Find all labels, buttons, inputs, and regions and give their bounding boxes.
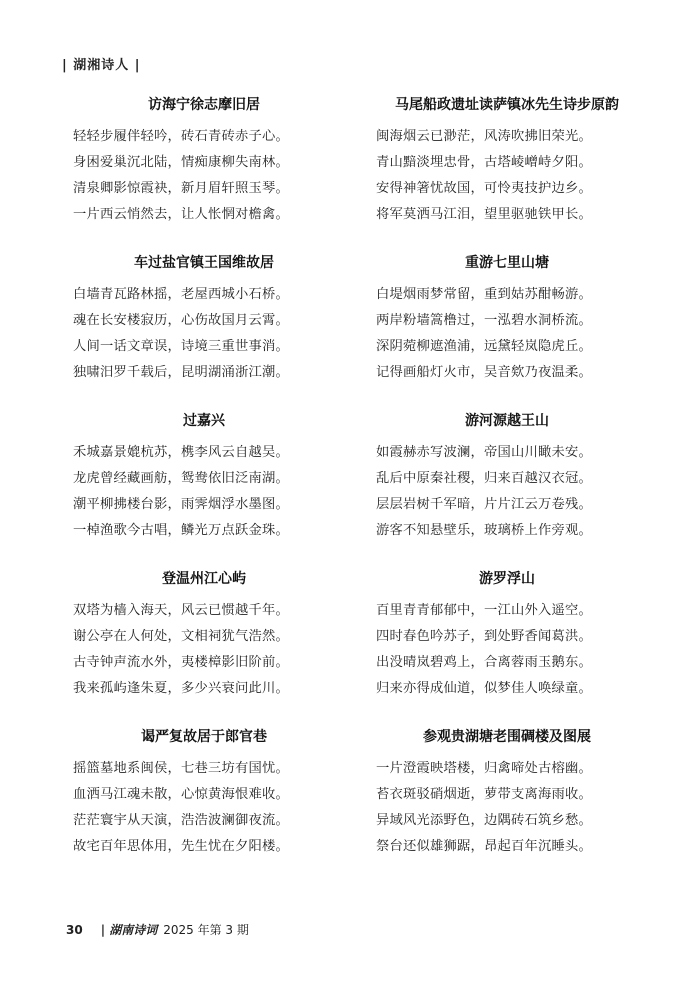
poem-line: 乱后中原秦社稷，归来百越汉衣冠。 [376, 471, 592, 486]
poem-title: 访海宁徐志摩旧居 [148, 97, 260, 113]
poem-line: 茫茫寰宇从天演，浩浩波澜御夜流。 [73, 813, 289, 828]
poem-line: 深阴菀柳遮渔浦，远黛轻岚隐虎丘。 [376, 339, 592, 354]
poem [73, 254, 335, 412]
page-number: 30 [66, 923, 83, 937]
poem [73, 96, 335, 254]
poem [376, 254, 638, 412]
poem [376, 96, 638, 254]
poem-title: 车过盐官镇王国维故居 [134, 255, 274, 271]
poem [73, 570, 335, 728]
poem-line: 清泉卿影惊霞袂，新月眉轩照玉琴。 [73, 181, 289, 196]
poem-line: 魂在长安楼寂历，心伤故国月云霄。 [73, 313, 289, 328]
poem-title: 马尾船政遗址读萨镇冰先生诗步原韵 [395, 97, 619, 113]
section-header: | 湖湘诗人 | [62, 58, 141, 73]
poem-line: 白堤烟雨梦常留，重到姑苏酣畅游。 [376, 287, 592, 302]
poem-title: 谒严复故居于郎官巷 [141, 729, 267, 745]
poem-title: 登温州江心屿 [162, 571, 246, 587]
poem-line: 两岸粉墙篙橹过，一泓碧水洞桥流。 [376, 313, 592, 328]
poem-line: 百里青青郁郁中，一江山外入遥空。 [376, 603, 592, 618]
poem-line: 古寺钟声流水外，夷楼樟影旧阶前。 [73, 655, 289, 670]
left-column [73, 96, 335, 886]
poem-line: 出没晴岚碧鸡上，合离蓉雨玉鹅东。 [376, 655, 592, 670]
poem-line: 记得画船灯火市，吴音欸乃夜温柔。 [376, 365, 592, 380]
poem-title: 参观贵湖塘老围碉楼及图展 [423, 729, 591, 745]
poem-line: 将军莫洒马江泪，望里驱驰铁甲长。 [376, 207, 592, 222]
poem-line: 禾城嘉景媲杭苏，槜李风云自越吴。 [73, 445, 289, 460]
poem [376, 728, 638, 886]
poem-line: 一片西云悄然去，让人怅惘对檐禽。 [73, 207, 289, 222]
poem-line: 青山黯淡埋忠骨，古塔崚嶒峙夕阳。 [376, 155, 592, 170]
poem [376, 570, 638, 728]
poem-line: 异域风光添野色，边隅砖石筑乡愁。 [376, 813, 592, 828]
poem-line: 祭台还似雄狮踞，昂起百年沉睡头。 [376, 839, 592, 854]
magazine-name: | 湖南诗词 [100, 923, 158, 937]
poem-line: 故宅百年思体用，先生忧在夕阳楼。 [73, 839, 289, 854]
poem-line: 层层岩树千军暗，片片江云万卷残。 [376, 497, 592, 512]
poem-title: 游罗浮山 [479, 571, 535, 587]
poem-line: 归来亦得成仙道，似梦佳人唤绿童。 [376, 681, 592, 696]
poem-line: 闽海烟云已渺茫，风涛吹拂旧荣光。 [376, 129, 592, 144]
poem-line: 双塔为樯入海天，风云已惯越千年。 [73, 603, 289, 618]
poem [73, 412, 335, 570]
poem-line: 摇篮墓地系闽侯，七巷三坊有国忧。 [73, 761, 289, 776]
poem-line: 游客不知悬壁乐，玻璃桥上作旁观。 [376, 523, 592, 538]
page-footer [66, 921, 249, 938]
poem-line: 身困爱巢沉北陆，情痴康柳失南林。 [73, 155, 289, 170]
poem-line: 血洒马江魂未散，心惊黄海恨难收。 [73, 787, 289, 802]
right-column [376, 96, 638, 886]
poem-line: 谢公亭在人何处，文相祠犹气浩然。 [73, 629, 289, 644]
poem-line: 潮平柳拂楼台影，雨霁烟浮水墨图。 [73, 497, 289, 512]
poem-columns [0, 96, 700, 886]
poem [73, 728, 335, 886]
poem-title: 过嘉兴 [183, 413, 225, 429]
poem-line: 安得神箸忧故国，可怜夷技护边乡。 [376, 181, 592, 196]
poem-line: 如霞赫赤写波澜，帝国山川瞰未安。 [376, 445, 592, 460]
poem-line: 苔衣斑驳硝烟逝，萝带支离海雨收。 [376, 787, 592, 802]
poem [376, 412, 638, 570]
poem-line: 一片澄霞映塔楼，归禽啼处古榕幽。 [376, 761, 592, 776]
poem-line: 人间一话文章误，诗境三重世事消。 [73, 339, 289, 354]
poem-line: 一棹渔歌今古唱，鳞光万点跃金珠。 [73, 523, 289, 538]
poem-line: 龙虎曾经藏画舫，鸳鸯依旧泛南湖。 [73, 471, 289, 486]
poem-title: 游河源越王山 [465, 413, 549, 429]
poem-line: 白墙青瓦路林摇，老屋西城小石桥。 [73, 287, 289, 302]
poem-line: 轻轻步履伴轻吟，砖石青砖赤子心。 [73, 129, 289, 144]
poem-line: 四时春色吟苏子，到处野香闻葛洪。 [376, 629, 592, 644]
poem-line: 我来孤屿逢朱夏，多少兴衰问此川。 [73, 681, 289, 696]
issue-label: 2025 年第 3 期 [163, 923, 249, 937]
poem-line: 独啸汨罗千载后，昆明湖涌浙江潮。 [73, 365, 289, 380]
poem-title: 重游七里山塘 [465, 255, 549, 271]
